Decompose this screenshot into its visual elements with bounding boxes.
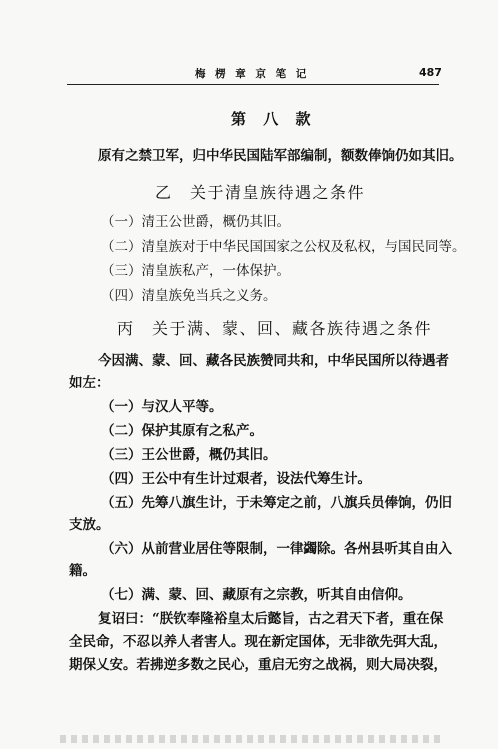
edict-line-3: 期保乂安。若拂逆多数之民心，重启无穷之战祸，则大局决裂， [69,657,447,673]
section-c-item-7: （七）满、蒙、回、藏原有之宗教，听其自由信仰。 [101,587,412,603]
section-b-item-2: （二）清皇族对于中华民国国家之公权及私权，与国民同等。 [101,239,466,255]
section-b-item-4: （四）清皇族免当兵之义务。 [101,288,277,304]
section-c-item-6-continued: 籍。 [69,563,96,579]
section-c-item-3: （三）王公世爵，概仍其旧。 [101,447,277,463]
section-8-heading: 第 八 款 [231,110,317,128]
edict-line-1: 复诏曰：“朕钦奉隆裕皇太后懿旨，古之君天下者，重在保 [98,611,444,627]
running-title: 梅 楞 章 京 笔 记 [195,68,310,80]
section-c-item-6: （六）从前营业居住等限制，一律蠲除。各州县听其自由入 [101,541,452,557]
section-c-item-2: （二）保护其原有之私产。 [101,423,263,439]
section-b-item-3: （三）清皇族私产，一体保护。 [101,263,290,279]
section-c-intro-line-1: 今因满、蒙、回、藏各民族赞同共和，中华民国所以待遇者 [98,353,449,369]
section-c-item-5-continued: 支放。 [69,517,110,533]
section-c-item-5: （五）先筹八旗生计，于未筹定之前，八旗兵员俸饷，仍旧 [101,495,452,511]
section-8-text: 原有之禁卫军，归中华民国陆军部编制，额数俸饷仍如其旧。 [98,148,463,164]
scan-artifact [60,735,440,743]
header-rule [67,84,439,85]
section-c-heading: 丙 关于满、蒙、回、藏各族待遇之条件 [117,319,433,338]
section-b-heading: 乙 关于清皇族待遇之条件 [155,183,366,202]
running-header [0,64,498,86]
section-b-item-1: （一）清王公世爵，概仍其旧。 [101,214,290,230]
page-number: 487 [419,66,442,79]
section-c-item-1: （一）与汉人平等。 [101,399,223,415]
section-c-item-4: （四）王公中有生计过艰者，设法代筹生计。 [101,471,371,487]
edict-line-2: 全民命，不忍以养人者害人。现在新定国体，无非欲先弭大乱， [69,634,447,650]
section-c-intro-line-2: 如左： [69,375,110,391]
